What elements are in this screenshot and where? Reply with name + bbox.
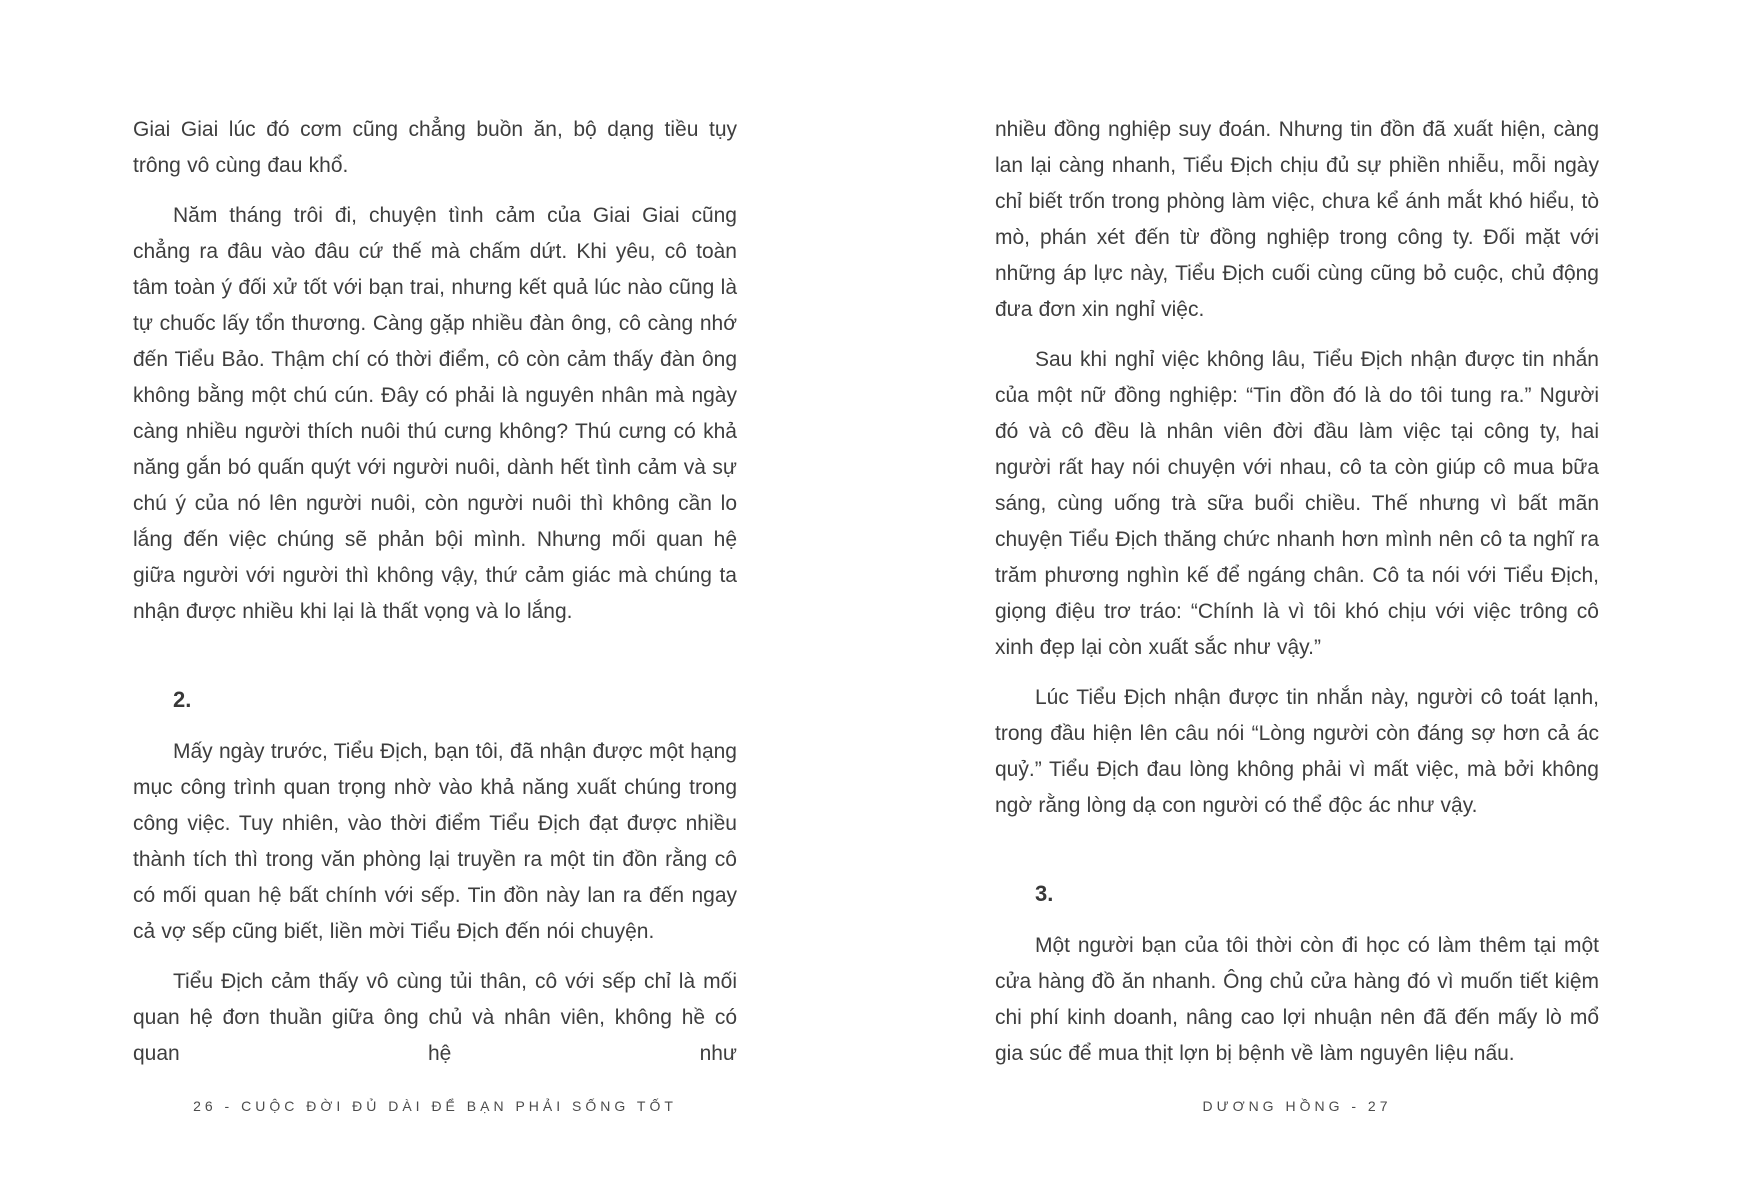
section-heading: 2.: [173, 687, 192, 712]
right-page-footer: DƯƠNG HỒNG - 27: [1202, 1098, 1392, 1114]
body-paragraph: nhiều đồng nghiệp suy đoán. Nhưng tin đồn đã xuất hiện, càng lan lại càng nhanh, Tiểu Địch chịu đủ sự phiền nhiễu, mỗi ngày chỉ biết trốn trong phòng làm việc, chưa kể ánh mắt khó hiểu, tò mò, phán xét đến từ đồng nghiệp trong công ty. Đối mặt với những áp lực này, Tiểu Địch cuối cùng cũng bỏ cuộc, chủ động đưa đơn xin nghỉ việc.: [995, 118, 1599, 321]
left-page-footer: 26 - CUỘC ĐỜI ĐỦ DÀI ĐỂ BẠN PHẢI SỐNG TỐT: [193, 1098, 677, 1114]
body-paragraph: Giai Giai lúc đó cơm cũng chẳng buồn ăn, bộ dạng tiều tụy trông vô cùng đau khổ.: [133, 118, 737, 177]
right-page-text-column: [995, 112, 1599, 1086]
section-heading: 3.: [1035, 881, 1054, 906]
body-paragraph: Một người bạn của tôi thời còn đi học có làm thêm tại một cửa hàng đồ ăn nhanh. Ông chủ cửa hàng đó vì muốn tiết kiệm chi phí kinh doanh, nâng cao lợi nhuận nên đã đến mấy lò mổ gia súc để mua thịt lợn bị bệnh về làm nguyên liệu nấu.: [995, 934, 1599, 1065]
body-paragraph: Mấy ngày trước, Tiểu Địch, bạn tôi, đã nhận được một hạng mục công trình quan trọng nhờ vào khả năng xuất chúng trong công việc. Tuy nhiên, vào thời điểm Tiểu Địch đạt được nhiều thành tích thì trong văn phòng lại truyền ra một tin đồn rằng cô có mối quan hệ bất chính với sếp. Tin đồn này lan ra đến ngay cả vợ sếp cũng biết, liền mời Tiểu Địch đến nói chuyện.: [133, 740, 737, 943]
body-paragraph: Lúc Tiểu Địch nhận được tin nhắn này, người cô toát lạnh, trong đầu hiện lên câu nói “Lòng người còn đáng sợ hơn cả ác quỷ.” Tiểu Địch đau lòng không phải vì mất việc, mà bởi không ngờ rằng lòng dạ con người có thể độc ác như vậy.: [995, 686, 1599, 817]
body-paragraph: Sau khi nghỉ việc không lâu, Tiểu Địch nhận được tin nhắn của một nữ đồng nghiệp: “Tin đồn đó là do tôi tung ra.” Người đó và cô đều là nhân viên đời đầu làm việc tại công ty, hai người rất hay nói chuyện với nhau, cô ta còn giúp cô mua bữa sáng, cùng uống trà sữa buổi chiều. Thế nhưng vì bất mãn chuyện Tiểu Địch thăng chức nhanh hơn mình nên cô ta nghĩ ra trăm phương nghìn kế để ngáng chân. Cô ta nói với Tiểu Địch, giọng điệu trơ tráo: “Chính là vì tôi khó chịu với việc trông cô xinh đẹp lại còn xuất sắc như vậy.”: [995, 348, 1599, 659]
body-paragraph: Tiểu Địch cảm thấy vô cùng tủi thân, cô với sếp chỉ là mối quan hệ đơn thuần giữa ông chủ và nhân viên, không hề có quan hệ như: [133, 970, 737, 1065]
left-page-text-column: [133, 112, 737, 1086]
body-paragraph: Năm tháng trôi đi, chuyện tình cảm của Giai Giai cũng chẳng ra đâu vào đâu cứ thế mà chấm dứt. Khi yêu, cô toàn tâm toàn ý đối xử tốt với bạn trai, nhưng kết quả lúc nào cũng là tự chuốc lấy tổn thương. Càng gặp nhiều đàn ông, cô càng nhớ đến Tiểu Bảo. Thậm chí có thời điểm, cô còn cảm thấy đàn ông không bằng một chú cún. Đây có phải là nguyên nhân mà ngày càng nhiều người thích nuôi thú cưng không? Thú cưng có khả năng gắn bó quấn quýt với người nuôi, dành hết tình cảm và sự chú ý của nó lên người nuôi, còn người nuôi thì không cần lo lắng đến việc chúng sẽ phản bội mình. Nhưng mối quan hệ giữa người với người thì không vậy, thứ cảm giác mà chúng ta nhận được nhiều khi lại là thất vọng và lo lắng.: [133, 204, 737, 623]
